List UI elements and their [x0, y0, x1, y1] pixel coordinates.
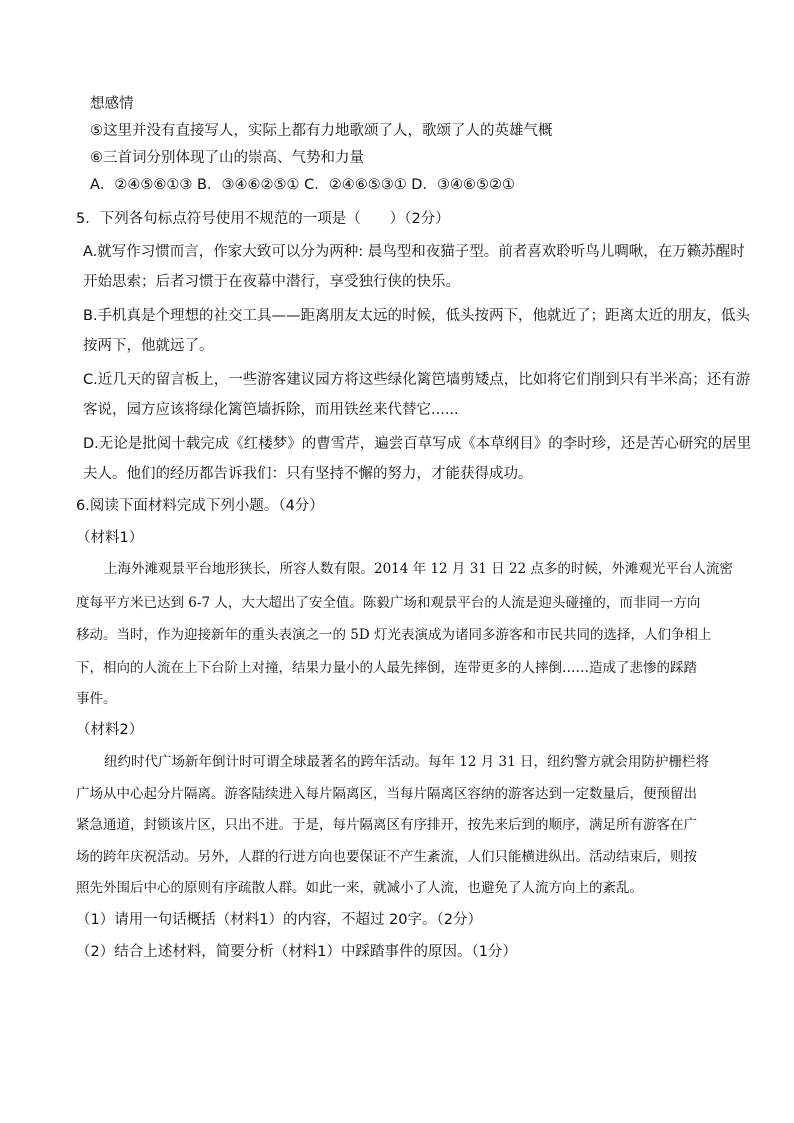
- material-1-line: 事件。: [76, 691, 117, 707]
- q4-options: A．②④⑤⑥①③ B．③④⑥②⑤① C．②④⑥⑤③① D．③④⑥⑤②①: [90, 177, 515, 193]
- material-2-line: 照先外围后中心的原则有序疏散人群。如此一来，就减小了人流，也避免了人流方向上的紊乱。: [76, 880, 643, 896]
- material-2-line: 紧急通道，封锁该片区，只出不进。于是，每片隔离区有序排开，按先来后到的顺序，满足所有游客在广: [76, 817, 697, 833]
- q5-option-a-2: 开始思索；后者习惯于在夜幕中潜行，享受独行侠的快乐。: [83, 274, 460, 290]
- q6-subquestion-1: （1）请用一句话概括（材料1）的内容，不超过 20字。（2分）: [76, 912, 482, 928]
- q5-option-c-1: C.近几天的留言板上，一些游客建议园方将这些绿化篱笆墙剪矮点，比如将它们削到只有半米高；还有游: [83, 372, 751, 388]
- q6-stem: 6.阅读下面材料完成下列小题。（4分）: [76, 498, 324, 514]
- q5-option-a-1: A.就写作习惯而言，作家大致可以分为两种: 晨鸟型和夜猫子型。前者喜欢聆听鸟儿啁啾，在万籁苏醒时: [83, 244, 745, 260]
- material-2-line: 广场从中心起分片隔离。游客陆续进入每片隔离区，当每片隔离区容纳的游客达到一定数量后，便预留出: [76, 786, 697, 802]
- material-1-line: 度每平方米已达到 6-7 人，大大超出了安全值。陈毅广场和观景平台的人流是迎头碰撞的，而非同一方向: [76, 595, 701, 611]
- q5-option-c-2: 客说，园方应该将绿化篱笆墙拆除，而用铁丝来代替它......: [83, 402, 459, 418]
- material-2-line: 场的跨年庆祝活动。另外，人群的行进方向也要保证不产生紊流，人们只能横进纵出。活动结束后，则按: [76, 849, 697, 865]
- material-2-line: 纽约时代广场新年倒计时可谓全球最著名的跨年活动。每年 12 月 31 日，纽约警方就会用防护栅栏将: [104, 754, 710, 770]
- material-1-label: （材料1）: [76, 530, 144, 546]
- q4-line-3: ⑥三首词分别体现了山的崇高、气势和力量: [90, 150, 364, 166]
- q5-option-d-1: D.无论是批阅十载完成《红楼梦》的曹雪芹，遍尝百草写成《本草纲目》的李时珍，还是苦心研究的居里: [83, 436, 752, 452]
- material-1-line: 移动。当时，作为迎接新年的重头表演之一的 5D 灯光表演成为诸同多游客和市民共同的选择，人们争相上: [76, 627, 712, 643]
- q5-option-b-1: B.手机真是个理想的社交工具——距离朋友太远的时候，低头按两下，他就近了；距离太近的朋友，低头: [83, 308, 751, 324]
- q5-option-d-2: 夫人。他们的经历都告诉我们：只有坚持不懈的努力，才能获得成功。: [83, 466, 533, 482]
- material-2-label: （材料2）: [76, 722, 144, 738]
- q6-subquestion-2: （2）结合上述材料，简要分析（材料1）中踩踏事件的原因。（1分）: [76, 944, 517, 960]
- q4-line-2: ⑤这里并没有直接写人，实际上都有力地歌颂了人，歌颂了人的英雄气概: [90, 123, 553, 139]
- q5-option-b-2: 按两下，他就远了。: [83, 338, 214, 354]
- q4-line-1: 想感情: [90, 96, 134, 112]
- material-1-line: 上海外滩观景平台地形狭长，所容人数有限。2014 年 12 月 31 日 22 点多的时候，外滩观光平台人流密: [104, 561, 733, 577]
- q5-stem: 5．下列各句标点符号使用不规范的一项是（ ）（2分）: [76, 211, 450, 227]
- material-1-line: 下，相向的人流在上下台阶上对撞，结果力量小的人最先摔倒，连带更多的人摔倒……造成了悲惨的踩踏: [76, 660, 697, 676]
